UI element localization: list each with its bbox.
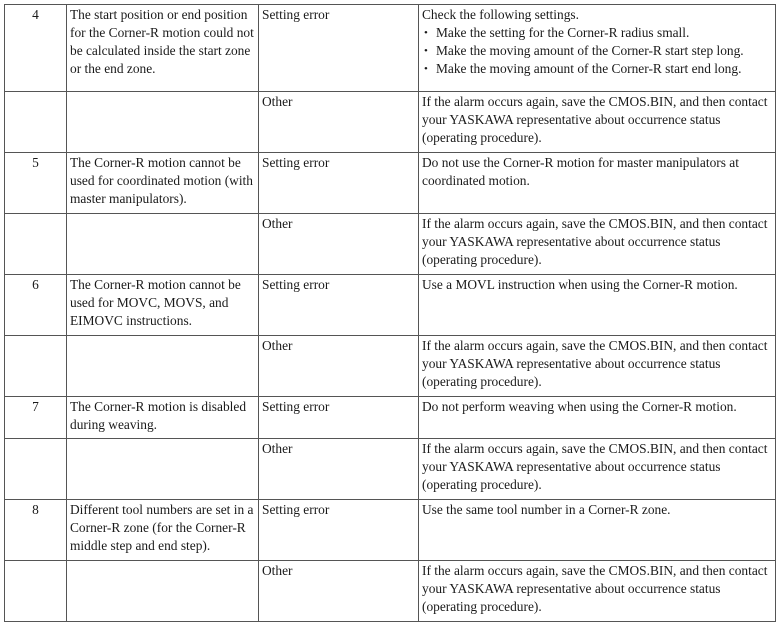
alarm-description: The start position or end position for the Corner-R motion could not be calculated inside the start zone or the end zone.	[67, 5, 259, 92]
remedy-intro: Check the following settings.	[422, 7, 579, 22]
alarm-number: 8	[32, 502, 39, 517]
empty-cell	[5, 439, 67, 500]
empty-cell	[5, 214, 67, 275]
remedy-list-item: • Make the moving amount of the Corner-R start end long.	[422, 60, 772, 78]
empty-cell	[67, 92, 259, 153]
alarm-cause: Other	[259, 336, 419, 397]
table-row	[5, 275, 776, 336]
remedy-list-item: • Make the moving amount of the Corner-R start step long.	[422, 42, 772, 60]
alarm-remedy: If the alarm occurs again, save the CMOS.BIN, and then contact your YASKAWA representative about occurrence status (operating procedure).	[419, 561, 776, 622]
alarm-remedy: If the alarm occurs again, save the CMOS.BIN, and then contact your YASKAWA representative about occurrence status (operating procedure).	[419, 214, 776, 275]
alarm-description: The Corner-R motion cannot be used for coordinated motion (with master manipulators).	[67, 153, 259, 214]
alarm-number-cell	[5, 153, 67, 214]
table-row	[5, 397, 776, 439]
table-row	[5, 153, 776, 214]
alarm-remedy: If the alarm occurs again, save the CMOS.BIN, and then contact your YASKAWA representative about occurrence status (operating procedure).	[419, 336, 776, 397]
table-row	[5, 214, 776, 275]
alarm-remedy-table	[4, 4, 776, 622]
alarm-remedy: If the alarm occurs again, save the CMOS.BIN, and then contact your YASKAWA representative about occurrence status (operating procedure).	[419, 439, 776, 500]
alarm-cause: Setting error	[259, 500, 419, 561]
alarm-cause: Setting error	[259, 397, 419, 439]
empty-cell	[67, 336, 259, 397]
alarm-number: 6	[32, 277, 39, 292]
alarm-number-cell	[5, 275, 67, 336]
alarm-number: 7	[32, 399, 39, 414]
table-row	[5, 92, 776, 153]
alarm-description: The Corner-R motion is disabled during weaving.	[67, 397, 259, 439]
alarm-number: 5	[32, 155, 39, 170]
remedy-list-item: • Make the setting for the Corner-R radius small.	[422, 24, 772, 42]
alarm-cause: Other	[259, 92, 419, 153]
alarm-cause: Setting error	[259, 275, 419, 336]
alarm-remedy	[419, 5, 776, 92]
alarm-number: 4	[32, 7, 39, 22]
alarm-cause: Setting error	[259, 153, 419, 214]
empty-cell	[67, 561, 259, 622]
alarm-remedy: Use a MOVL instruction when using the Corner-R motion.	[419, 275, 776, 336]
empty-cell	[5, 92, 67, 153]
table-row	[5, 500, 776, 561]
alarm-description: The Corner-R motion cannot be used for MOVC, MOVS, and EIMOVC instructions.	[67, 275, 259, 336]
alarm-remedy: Do not perform weaving when using the Corner-R motion.	[419, 397, 776, 439]
alarm-description: Different tool numbers are set in a Corner-R zone (for the Corner-R middle step and end step).	[67, 500, 259, 561]
alarm-cause: Other	[259, 561, 419, 622]
empty-cell	[67, 439, 259, 500]
empty-cell	[5, 336, 67, 397]
remedy-list	[422, 24, 772, 78]
alarm-remedy: If the alarm occurs again, save the CMOS.BIN, and then contact your YASKAWA representative about occurrence status (operating procedure).	[419, 92, 776, 153]
alarm-cause: Setting error	[259, 5, 419, 92]
alarm-table-page	[4, 4, 776, 622]
table-row	[5, 5, 776, 92]
empty-cell	[67, 214, 259, 275]
alarm-remedy: Use the same tool number in a Corner-R zone.	[419, 500, 776, 561]
table-row	[5, 561, 776, 622]
alarm-cause: Other	[259, 214, 419, 275]
alarm-cause: Other	[259, 439, 419, 500]
empty-cell	[5, 561, 67, 622]
alarm-remedy: Do not use the Corner-R motion for master manipulators at coordinated motion.	[419, 153, 776, 214]
table-row	[5, 439, 776, 500]
alarm-number-cell	[5, 397, 67, 439]
table-row	[5, 336, 776, 397]
alarm-number-cell	[5, 5, 67, 92]
alarm-number-cell	[5, 500, 67, 561]
